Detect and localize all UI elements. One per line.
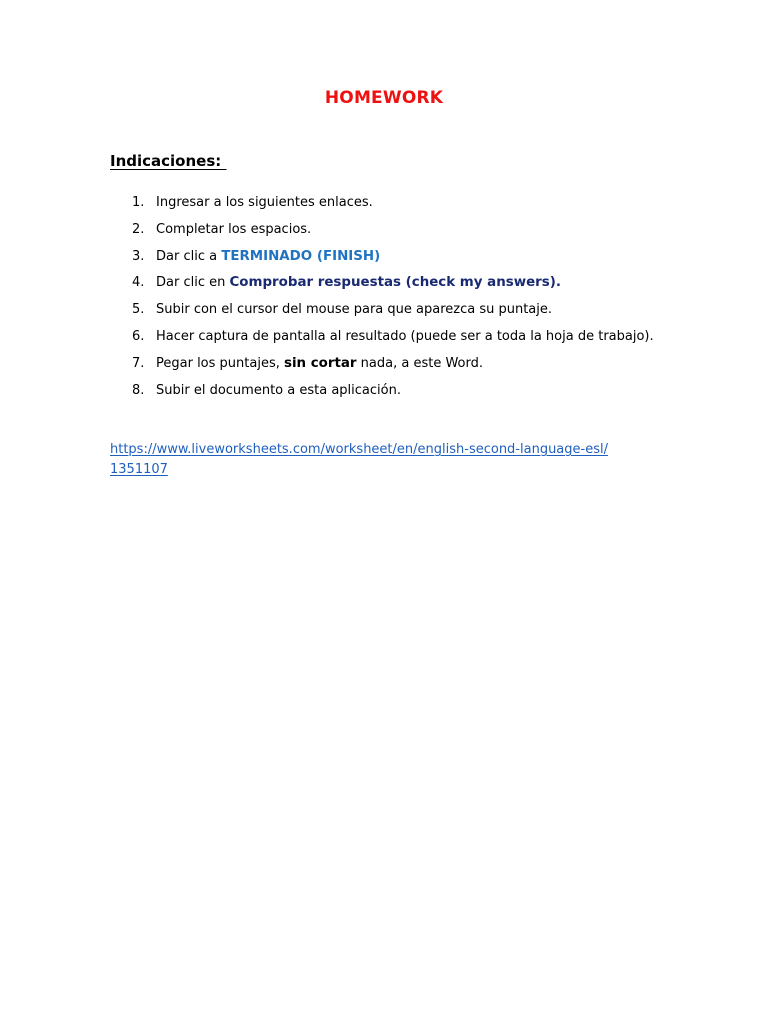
list-item-number: 7. — [132, 355, 145, 371]
list-item — [110, 190, 654, 217]
list-item-number: 5. — [132, 302, 145, 318]
list-item-number: 2. — [132, 221, 145, 237]
list-item — [110, 378, 654, 405]
list-item-text: Completar los espacios. — [156, 221, 312, 237]
instructions-heading: Indicaciones: — [110, 152, 227, 170]
list-item — [110, 217, 654, 244]
worksheet-link[interactable] — [110, 440, 630, 480]
list-item-text: Dar clic en — [156, 275, 230, 291]
list-item-number: 3. — [132, 248, 145, 264]
list-item — [110, 351, 654, 378]
list-item-text: Ingresar a los siguientes enlaces. — [156, 195, 373, 210]
list-item — [110, 270, 654, 297]
list-item-text: Pegar los puntajes, — [156, 355, 284, 371]
finish-emphasis: TERMINADO (FINISH) — [221, 248, 381, 264]
list-item-text: Dar clic a — [156, 248, 222, 264]
list-item — [110, 297, 654, 324]
page-title: HOMEWORK — [324, 88, 444, 108]
list-item-text-after: nada, a este Word. — [356, 355, 483, 371]
instructions-list — [110, 190, 654, 404]
list-item-number: 1. — [132, 195, 145, 210]
list-item-number: 4. — [132, 275, 145, 291]
worksheet-link-line-1[interactable]: https://www.liveworksheets.com/worksheet/en/english-second-language-esl/ — [110, 442, 608, 457]
list-item-number: 8. — [132, 382, 145, 398]
list-item-text: Hacer captura de pantalla al resultado (puede ser a toda la hoja de trabajo). — [156, 328, 654, 344]
list-item-text: Subir el documento a esta aplicación. — [156, 382, 401, 398]
list-item-number: 6. — [132, 328, 145, 344]
sin-cortar-emphasis: sin cortar — [283, 355, 357, 371]
list-item — [110, 244, 654, 271]
worksheet-link-line-2[interactable]: 1351107 — [110, 462, 168, 477]
list-item — [110, 324, 654, 351]
list-item-text: Subir con el cursor del mouse para que aparezca su puntaje. — [156, 302, 553, 318]
check-answers-emphasis: Comprobar respuestas (check my answers). — [229, 275, 561, 291]
